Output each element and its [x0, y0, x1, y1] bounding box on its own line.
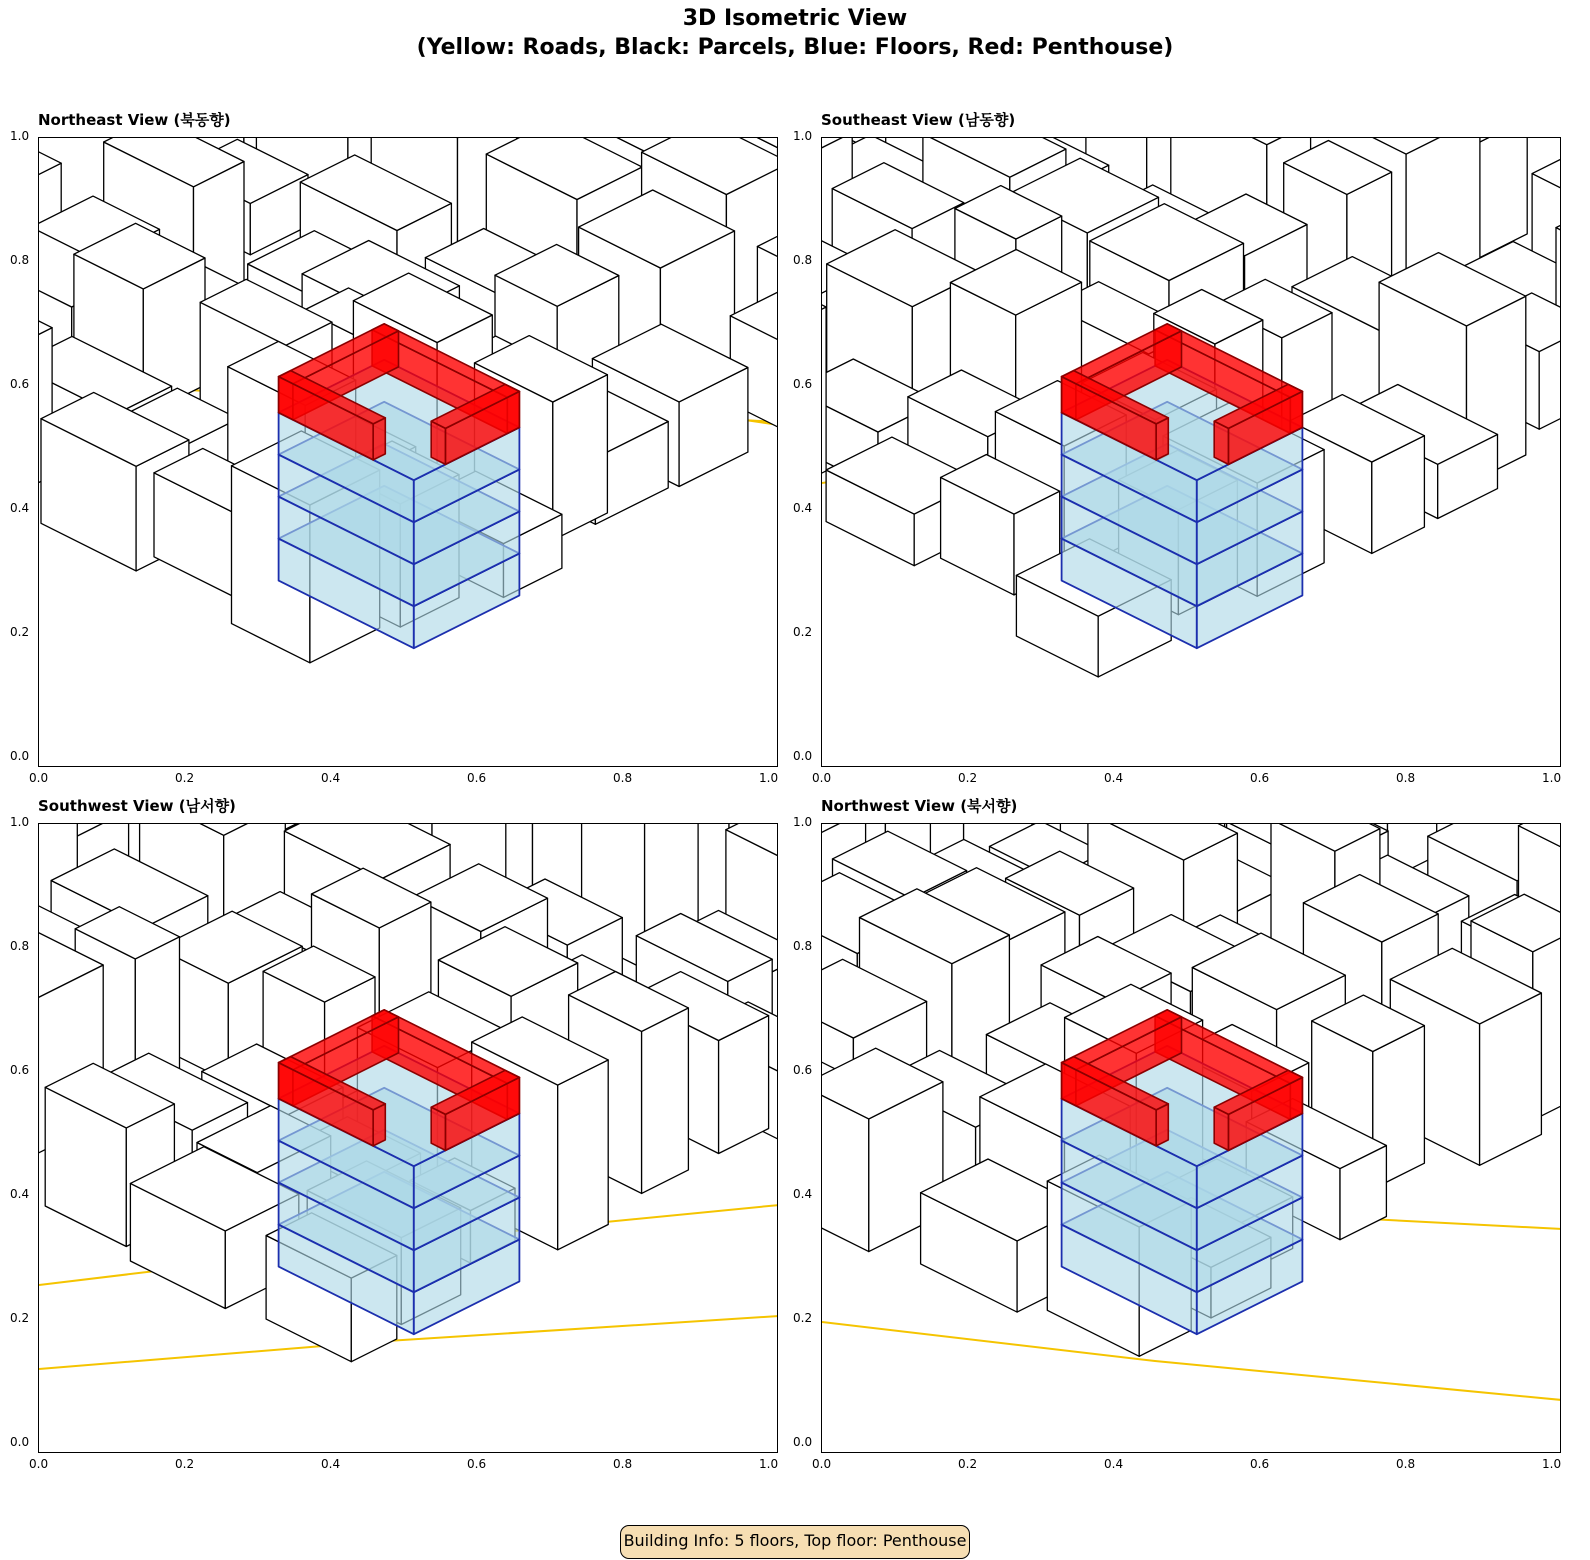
y-tick-label: 0.0 — [10, 1435, 30, 1449]
box-face-side — [1476, 138, 1527, 260]
y-tick-label: 0.2 — [10, 625, 30, 639]
y-tick-label: 0.4 — [793, 501, 813, 515]
x-tick-label: 0.4 — [1104, 771, 1124, 785]
y-tick-label: 1.0 — [10, 129, 30, 143]
y-tick-label: 0.4 — [793, 1187, 813, 1201]
y-tick-label: 0.6 — [793, 1063, 813, 1077]
x-tick-label: 0.6 — [467, 771, 487, 785]
x-tick-label: 1.0 — [1542, 1457, 1562, 1471]
x-tick-label: 0.2 — [175, 771, 195, 785]
road-line — [822, 1322, 1561, 1400]
target-building — [279, 1010, 520, 1334]
building-info-box: Building Info: 5 floors, Top floor: Penthouse — [620, 1525, 970, 1559]
figure-title — [0, 4, 1590, 62]
y-tick-label: 0.6 — [793, 377, 813, 391]
y-tick-label: 0.8 — [793, 253, 813, 267]
figure-title-line-2: (Yellow: Roads, Black: Parcels, Blue: Floors, Red: Penthouse) — [416, 35, 1174, 60]
isometric-scene — [39, 824, 778, 1453]
x-tick-label: 1.0 — [759, 771, 779, 785]
y-tick-label: 0.6 — [10, 1063, 30, 1077]
x-tick-label: 0.0 — [29, 1457, 49, 1471]
figure-title-line-1: 3D Isometric View — [682, 6, 908, 31]
y-tick-label: 1.0 — [793, 815, 813, 829]
box-face-side — [1156, 1104, 1168, 1146]
x-tick-label: 0.6 — [1250, 771, 1270, 785]
y-tick-label: 0.0 — [793, 749, 813, 763]
y-tick-label: 0.4 — [10, 1187, 30, 1201]
y-tick-label: 0.4 — [10, 501, 30, 515]
x-tick-label: 0.2 — [175, 1457, 195, 1471]
x-tick-label: 0.8 — [613, 771, 633, 785]
plot-area — [821, 823, 1561, 1453]
box-face-side — [1156, 418, 1168, 460]
isometric-scene — [39, 138, 778, 767]
plot-area — [38, 823, 778, 1453]
box-face-side — [642, 1008, 689, 1194]
x-tick-label: 0.8 — [1396, 1457, 1416, 1471]
x-tick-label: 0.4 — [1104, 1457, 1124, 1471]
target-building — [279, 324, 520, 648]
plot-area — [38, 137, 778, 767]
x-tick-label: 0.0 — [812, 771, 832, 785]
x-tick-label: 0.0 — [29, 771, 49, 785]
y-tick-label: 0.2 — [793, 1311, 813, 1325]
x-tick-label: 0.8 — [613, 1457, 633, 1471]
y-tick-label: 0.8 — [10, 253, 30, 267]
target-building — [1062, 324, 1303, 648]
y-tick-label: 1.0 — [793, 129, 813, 143]
y-tick-label: 0.2 — [10, 1311, 30, 1325]
y-tick-label: 0.0 — [793, 1435, 813, 1449]
x-tick-label: 0.4 — [321, 771, 341, 785]
x-tick-label: 1.0 — [1542, 771, 1562, 785]
x-tick-label: 0.2 — [958, 771, 978, 785]
y-tick-label: 0.8 — [10, 939, 30, 953]
x-tick-label: 0.6 — [467, 1457, 487, 1471]
isometric-scene — [822, 824, 1561, 1453]
target-building — [1062, 1010, 1303, 1334]
y-tick-label: 1.0 — [10, 815, 30, 829]
box-face-side — [373, 418, 385, 460]
x-tick-label: 0.0 — [812, 1457, 832, 1471]
y-tick-label: 0.0 — [10, 749, 30, 763]
box-face-side — [373, 1104, 385, 1146]
y-tick-label: 0.2 — [793, 625, 813, 639]
y-tick-label: 0.8 — [793, 939, 813, 953]
x-tick-label: 0.6 — [1250, 1457, 1270, 1471]
plot-area — [821, 137, 1561, 767]
isometric-scene — [822, 138, 1561, 767]
box-face-side — [822, 307, 826, 498]
y-tick-label: 0.6 — [10, 377, 30, 391]
x-tick-label: 0.2 — [958, 1457, 978, 1471]
box-face-side — [558, 1060, 609, 1250]
x-tick-label: 1.0 — [759, 1457, 779, 1471]
x-tick-label: 0.4 — [321, 1457, 341, 1471]
x-tick-label: 0.8 — [1396, 771, 1416, 785]
